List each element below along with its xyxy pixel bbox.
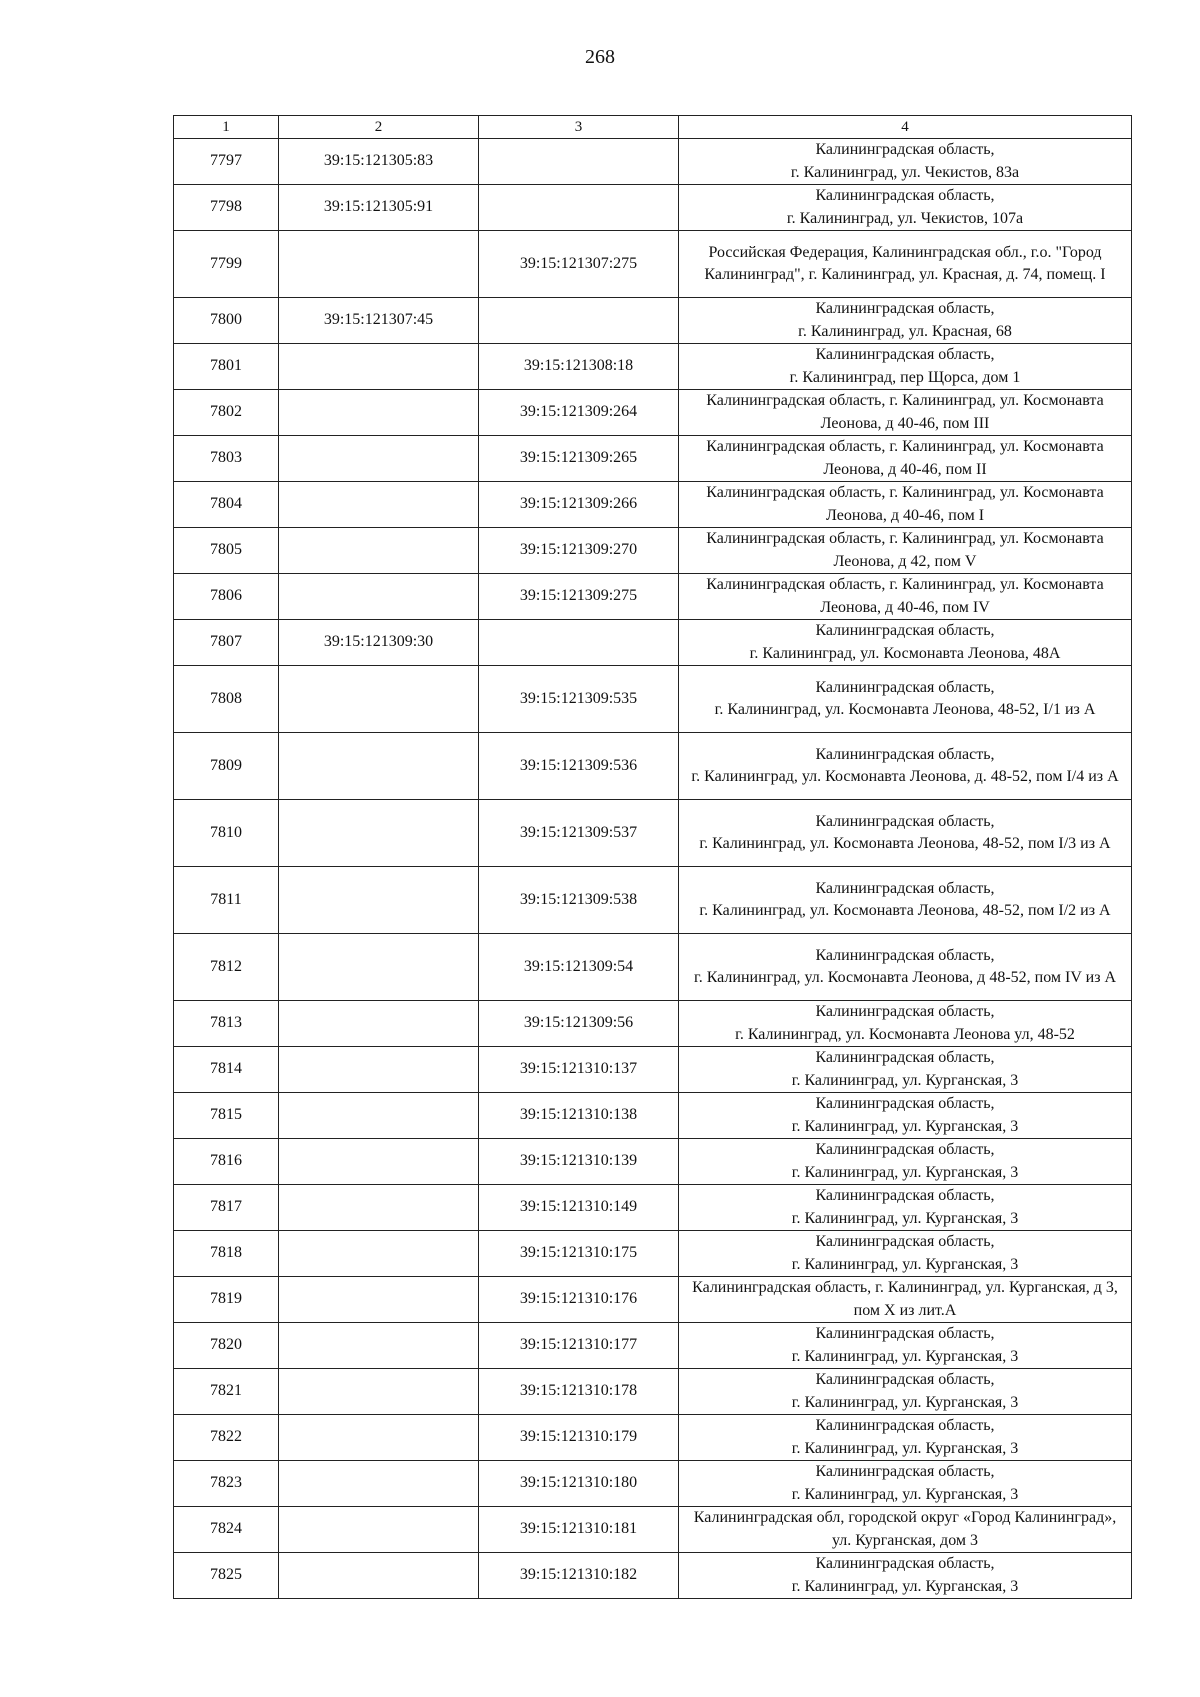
- cell-number: 7802: [174, 390, 279, 436]
- table-row: [174, 185, 1132, 231]
- cell-number: 7814: [174, 1047, 279, 1093]
- cell-cadastral-col2: 39:15:121307:45: [279, 298, 479, 344]
- cell-number: 7822: [174, 1415, 279, 1461]
- cell-number: 7801: [174, 344, 279, 390]
- cell-cadastral-col2: [279, 1461, 479, 1507]
- cell-number: 7808: [174, 666, 279, 733]
- cell-address: Калининградская область, г. Калининград, ул. Чекистов, 107а: [679, 185, 1132, 231]
- table-row: [174, 620, 1132, 666]
- cell-number: 7800: [174, 298, 279, 344]
- cell-address: Калининградская область, г. Калининград, ул. Курганская, 3: [679, 1323, 1132, 1369]
- cell-number: 7805: [174, 528, 279, 574]
- cell-number: 7813: [174, 1001, 279, 1047]
- cell-address: Калининградская область, г. Калининград, ул. Курганская, 3: [679, 1185, 1132, 1231]
- cell-cadastral-col3: 39:15:121310:138: [479, 1093, 679, 1139]
- cell-cadastral-col3: 39:15:121309:538: [479, 867, 679, 934]
- table-row: [174, 1323, 1132, 1369]
- cell-address: Калининградская область, г. Калининград, ул. Курганская, 3: [679, 1415, 1132, 1461]
- cell-cadastral-col3: 39:15:121309:266: [479, 482, 679, 528]
- cell-number: 7797: [174, 139, 279, 185]
- table-row: [174, 231, 1132, 298]
- cell-cadastral-col2: [279, 1047, 479, 1093]
- cell-address: Калининградская область, г. Калининград, ул. Космонавта Леонова, д 40-46, пом III: [679, 390, 1132, 436]
- cell-address: Калининградская область, г. Калининград, ул. Космонавта Леонова, 48-52, пом I/2 из А: [679, 867, 1132, 934]
- table-row: [174, 344, 1132, 390]
- table-header-row: [174, 116, 1132, 139]
- cell-cadastral-col3: 39:15:121310:139: [479, 1139, 679, 1185]
- cell-address: Калининградская область, г. Калининград, ул. Чекистов, 83а: [679, 139, 1132, 185]
- cell-address: Российская Федерация, Калининградская обл., г.о. "Город Калининград", г. Калининград, ул. Красная, д. 74, помещ. I: [679, 231, 1132, 298]
- table-row: [174, 1093, 1132, 1139]
- cell-cadastral-col3: 39:15:121310:177: [479, 1323, 679, 1369]
- cell-address: Калининградская область, г. Калининград, ул. Курганская, д 3, пом X из лит.А: [679, 1277, 1132, 1323]
- cell-cadastral-col3: [479, 620, 679, 666]
- table-row: [174, 528, 1132, 574]
- cell-cadastral-col3: [479, 298, 679, 344]
- cell-cadastral-col3: 39:15:121309:54: [479, 934, 679, 1001]
- table-row: [174, 482, 1132, 528]
- cell-address: Калининградская область, г. Калининград, ул. Красная, 68: [679, 298, 1132, 344]
- table-row: [174, 800, 1132, 867]
- cell-cadastral-col2: [279, 344, 479, 390]
- column-header-1: 1: [174, 116, 279, 139]
- cell-number: 7820: [174, 1323, 279, 1369]
- cell-cadastral-col2: [279, 482, 479, 528]
- page-number: 268: [585, 46, 615, 68]
- cell-cadastral-col3: [479, 139, 679, 185]
- cell-cadastral-col2: [279, 436, 479, 482]
- table-row: [174, 1369, 1132, 1415]
- cell-cadastral-col2: [279, 231, 479, 298]
- cell-address: Калининградская область, г. Калининград, ул. Космонавта Леонова, 48-52, I/1 из А: [679, 666, 1132, 733]
- cell-address: Калининградская область, г. Калининград, ул. Космонавта Леонова, д 40-46, пом I: [679, 482, 1132, 528]
- cell-cadastral-col2: [279, 1185, 479, 1231]
- cell-cadastral-col3: 39:15:121309:264: [479, 390, 679, 436]
- table-row: [174, 1277, 1132, 1323]
- cell-address: Калининградская область, г. Калининград, ул. Космонавта Леонова, 48А: [679, 620, 1132, 666]
- table-row: [174, 390, 1132, 436]
- cell-cadastral-col3: 39:15:121310:182: [479, 1553, 679, 1599]
- cell-number: 7824: [174, 1507, 279, 1553]
- cell-cadastral-col2: 39:15:121305:91: [279, 185, 479, 231]
- cell-address: Калининградская область, г. Калининград, пер Щорса, дом 1: [679, 344, 1132, 390]
- cell-number: 7803: [174, 436, 279, 482]
- cell-cadastral-col2: [279, 574, 479, 620]
- column-header-3: 3: [479, 116, 679, 139]
- cell-cadastral-col3: [479, 185, 679, 231]
- cell-cadastral-col2: [279, 867, 479, 934]
- table-row: [174, 1231, 1132, 1277]
- cell-number: 7825: [174, 1553, 279, 1599]
- cell-number: 7799: [174, 231, 279, 298]
- cell-number: 7798: [174, 185, 279, 231]
- table-row: [174, 1047, 1132, 1093]
- table-row: [174, 1507, 1132, 1553]
- cell-address: Калининградская область, г. Калининград, ул. Курганская, 3: [679, 1231, 1132, 1277]
- cell-cadastral-col3: 39:15:121309:56: [479, 1001, 679, 1047]
- table-row: [174, 867, 1132, 934]
- cell-cadastral-col2: [279, 1507, 479, 1553]
- cell-cadastral-col3: 39:15:121310:176: [479, 1277, 679, 1323]
- cell-cadastral-col3: 39:15:121309:265: [479, 436, 679, 482]
- cell-number: 7812: [174, 934, 279, 1001]
- cell-address: Калининградская область, г. Калининград, ул. Космонавта Леонова ул, 48-52: [679, 1001, 1132, 1047]
- cell-cadastral-col2: [279, 1323, 479, 1369]
- table-row: [174, 1461, 1132, 1507]
- cell-address: Калининградская область, г. Калининград, ул. Курганская, 3: [679, 1047, 1132, 1093]
- cell-cadastral-col3: 39:15:121308:18: [479, 344, 679, 390]
- cell-cadastral-col2: [279, 733, 479, 800]
- table-row: [174, 1001, 1132, 1047]
- cell-cadastral-col2: [279, 528, 479, 574]
- cell-cadastral-col2: [279, 1001, 479, 1047]
- cell-number: 7810: [174, 800, 279, 867]
- cell-number: 7817: [174, 1185, 279, 1231]
- table-body: [174, 139, 1132, 1599]
- table-row: [174, 666, 1132, 733]
- cell-cadastral-col3: 39:15:121310:179: [479, 1415, 679, 1461]
- cell-cadastral-col2: [279, 1369, 479, 1415]
- cell-cadastral-col2: 39:15:121305:83: [279, 139, 479, 185]
- cell-cadastral-col3: 39:15:121310:175: [479, 1231, 679, 1277]
- cell-address: Калининградская область, г. Калининград, ул. Курганская, 3: [679, 1369, 1132, 1415]
- cell-cadastral-col2: [279, 666, 479, 733]
- cell-cadastral-col3: 39:15:121309:275: [479, 574, 679, 620]
- column-header-4: 4: [679, 116, 1132, 139]
- cell-cadastral-col3: 39:15:121309:537: [479, 800, 679, 867]
- table-row: [174, 574, 1132, 620]
- table-row: [174, 1139, 1132, 1185]
- cell-number: 7809: [174, 733, 279, 800]
- cell-number: 7804: [174, 482, 279, 528]
- cell-cadastral-col3: 39:15:121310:149: [479, 1185, 679, 1231]
- cell-cadastral-col3: 39:15:121309:535: [479, 666, 679, 733]
- cell-cadastral-col2: 39:15:121309:30: [279, 620, 479, 666]
- cell-address: Калининградская область, г. Калининград, ул. Космонавта Леонова, д 48-52, пом IV из А: [679, 934, 1132, 1001]
- cell-address: Калининградская область, г. Калининград, ул. Космонавта Леонова, д 40-46, пом IV: [679, 574, 1132, 620]
- cell-number: 7807: [174, 620, 279, 666]
- cell-address: Калининградская область, г. Калининград, ул. Курганская, 3: [679, 1093, 1132, 1139]
- cell-address: Калининградская область, г. Калининград, ул. Космонавта Леонова, д 40-46, пом II: [679, 436, 1132, 482]
- cell-number: 7819: [174, 1277, 279, 1323]
- table-row: [174, 934, 1132, 1001]
- cell-number: 7823: [174, 1461, 279, 1507]
- cell-cadastral-col2: [279, 1093, 479, 1139]
- cell-address: Калининградская обл, городской округ «Город Калининград», ул. Курганская, дом 3: [679, 1507, 1132, 1553]
- cell-cadastral-col3: 39:15:121310:178: [479, 1369, 679, 1415]
- cell-number: 7806: [174, 574, 279, 620]
- cell-address: Калининградская область, г. Калининград, ул. Космонавта Леонова, д 42, пом V: [679, 528, 1132, 574]
- cell-cadastral-col3: 39:15:121310:181: [479, 1507, 679, 1553]
- table-row: [174, 1553, 1132, 1599]
- cell-number: 7821: [174, 1369, 279, 1415]
- cell-cadastral-col2: [279, 1415, 479, 1461]
- cell-address: Калининградская область, г. Калининград, ул. Курганская, 3: [679, 1139, 1132, 1185]
- cell-cadastral-col3: 39:15:121310:137: [479, 1047, 679, 1093]
- table-row: [174, 139, 1132, 185]
- cell-cadastral-col3: 39:15:121307:275: [479, 231, 679, 298]
- cell-cadastral-col3: 39:15:121310:180: [479, 1461, 679, 1507]
- cell-cadastral-col2: [279, 1277, 479, 1323]
- table-row: [174, 298, 1132, 344]
- cell-cadastral-col2: [279, 1553, 479, 1599]
- table-row: [174, 1415, 1132, 1461]
- cell-cadastral-col2: [279, 390, 479, 436]
- cell-number: 7818: [174, 1231, 279, 1277]
- cell-cadastral-col2: [279, 1139, 479, 1185]
- column-header-2: 2: [279, 116, 479, 139]
- table-row: [174, 733, 1132, 800]
- table-row: [174, 1185, 1132, 1231]
- register-table: [173, 115, 1132, 1599]
- cell-number: 7811: [174, 867, 279, 934]
- cell-address: Калининградская область, г. Калининград, ул. Курганская, 3: [679, 1553, 1132, 1599]
- cell-cadastral-col2: [279, 1231, 479, 1277]
- cell-address: Калининградская область, г. Калининград, ул. Космонавта Леонова, 48-52, пом I/3 из А: [679, 800, 1132, 867]
- cell-number: 7815: [174, 1093, 279, 1139]
- cell-number: 7816: [174, 1139, 279, 1185]
- cell-cadastral-col3: 39:15:121309:536: [479, 733, 679, 800]
- cell-address: Калининградская область, г. Калининград, ул. Космонавта Леонова, д. 48-52, пом I/4 из А: [679, 733, 1132, 800]
- cell-address: Калининградская область, г. Калининград, ул. Курганская, 3: [679, 1461, 1132, 1507]
- cell-cadastral-col3: 39:15:121309:270: [479, 528, 679, 574]
- table-row: [174, 436, 1132, 482]
- cell-cadastral-col2: [279, 934, 479, 1001]
- cell-cadastral-col2: [279, 800, 479, 867]
